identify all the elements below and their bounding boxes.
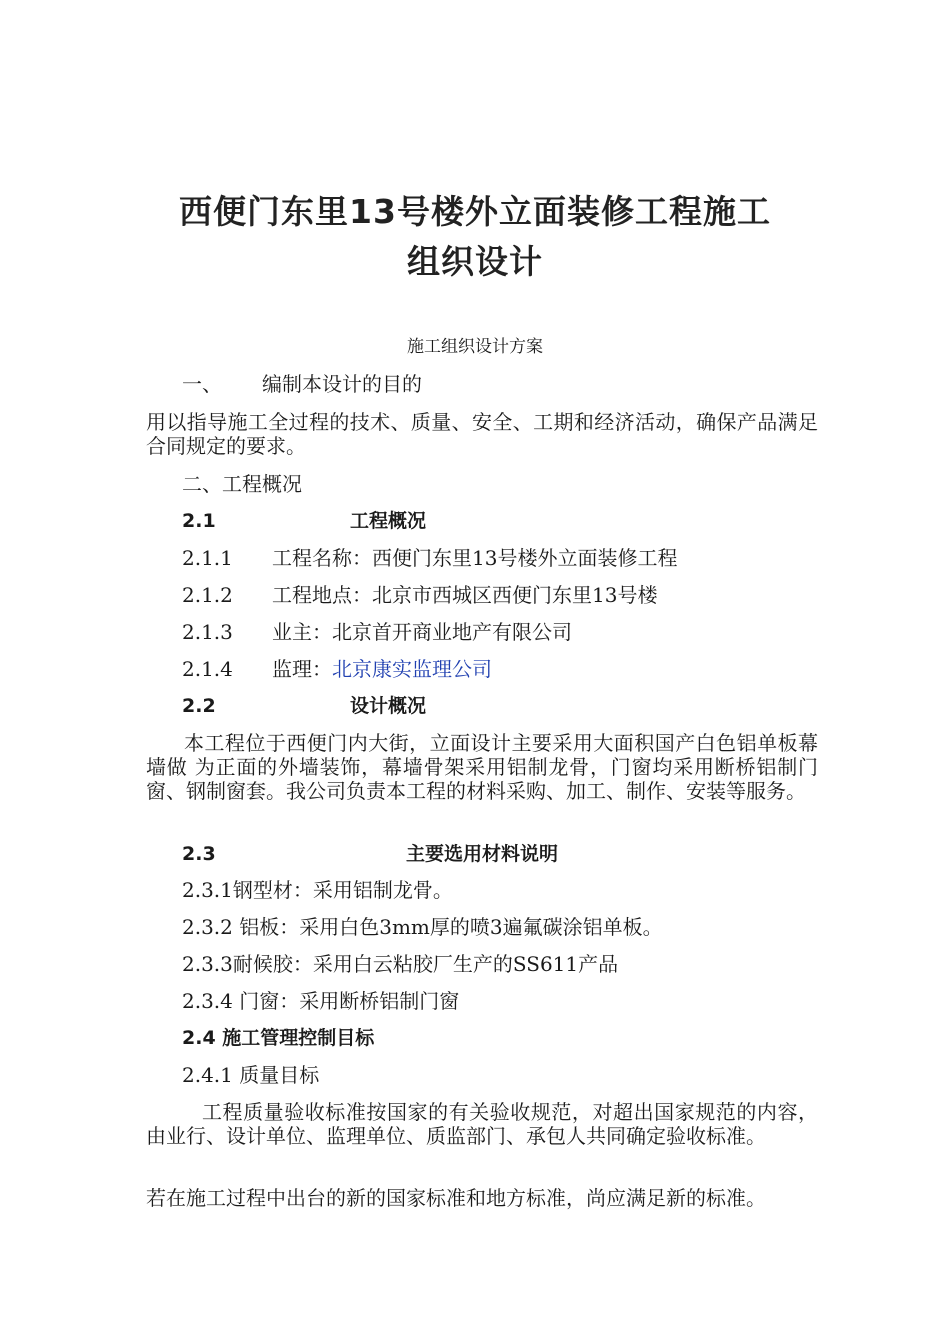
section-2-2-heading: 设计概况	[350, 695, 427, 717]
item-2-3-3: 2.3.3耐候胶：采用白云粘胶厂生产的SS611产品	[182, 952, 619, 976]
item-2-1-4-number: 2.1.4	[182, 657, 233, 681]
item-2-1-3-value: 北京首开商业地产有限公司	[332, 620, 572, 644]
item-2-1-1-number: 2.1.1	[182, 546, 233, 570]
item-2-1-2-number: 2.1.2	[182, 583, 233, 607]
document-title-line2: 组织设计	[407, 242, 543, 281]
item-2-1-3-label: 业主：	[272, 620, 332, 644]
section-2-2-number: 2.2	[182, 695, 216, 717]
section-2-4-heading: 2.4 施工管理控制目标	[182, 1027, 375, 1049]
section-1-number: 一、	[182, 372, 222, 396]
section-1-paragraph: 用以指导施工全过程的技术、质量、安全、工期和经济活动，确保产品满足合同规定的要求。	[146, 410, 818, 458]
item-2-1-3-number: 2.1.3	[182, 620, 233, 644]
item-2-4-1: 2.4.1 质量目标	[182, 1063, 320, 1087]
section-2-2-paragraph: 本工程位于西便门内大街，立面设计主要采用大面积国产白色铝单板幕墙做 为正面的外墙装饰，幕墙骨架采用铝制龙骨，门窗均采用断桥铝制门窗、钢制窗套。我公司负责本工程的材料采购、加工、制作、安装等服务。	[146, 731, 818, 803]
section-1-heading: 编制本设计的目的	[262, 372, 422, 396]
section-2-heading: 二、工程概况	[182, 472, 302, 496]
section-2-1-heading: 工程概况	[350, 510, 427, 532]
item-2-1-4-link[interactable]: 北京康实监理公司	[332, 657, 492, 681]
document-subtitle: 施工组织设计方案	[407, 337, 543, 357]
section-2-4-1-paragraph: 工程质量验收标准按国家的有关验收规范，对超出国家规范的内容，由业行、设计单位、监理单位、质监部门、承包人共同确定验收标准。	[146, 1100, 818, 1148]
item-2-1-2-text: 工程地点：北京市西城区西便门东里13号楼	[272, 583, 658, 607]
section-2-3-heading: 主要选用材料说明	[406, 843, 559, 865]
item-2-3-2: 2.3.2 铝板：采用白色3mm厚的喷3遍氟碳涂铝单板。	[182, 915, 663, 939]
section-2-1-number: 2.1	[182, 510, 216, 532]
item-2-1-3-row	[272, 620, 572, 644]
item-2-1-1-text: 工程名称：西便门东里13号楼外立面装修工程	[272, 546, 678, 570]
closing-paragraph: 若在施工过程中出台的新的国家标准和地方标准，尚应满足新的标准。	[146, 1186, 766, 1210]
item-2-3-4: 2.3.4 门窗：采用断桥铝制门窗	[182, 989, 460, 1013]
document-title-line1: 西便门东里13号楼外立面装修工程施工	[179, 192, 771, 231]
item-2-1-4-label: 监理：	[272, 657, 332, 681]
item-2-3-1: 2.3.1钢型材：采用铝制龙骨。	[182, 878, 453, 902]
item-2-1-4-row	[272, 657, 492, 681]
section-2-3-number: 2.3	[182, 843, 216, 865]
